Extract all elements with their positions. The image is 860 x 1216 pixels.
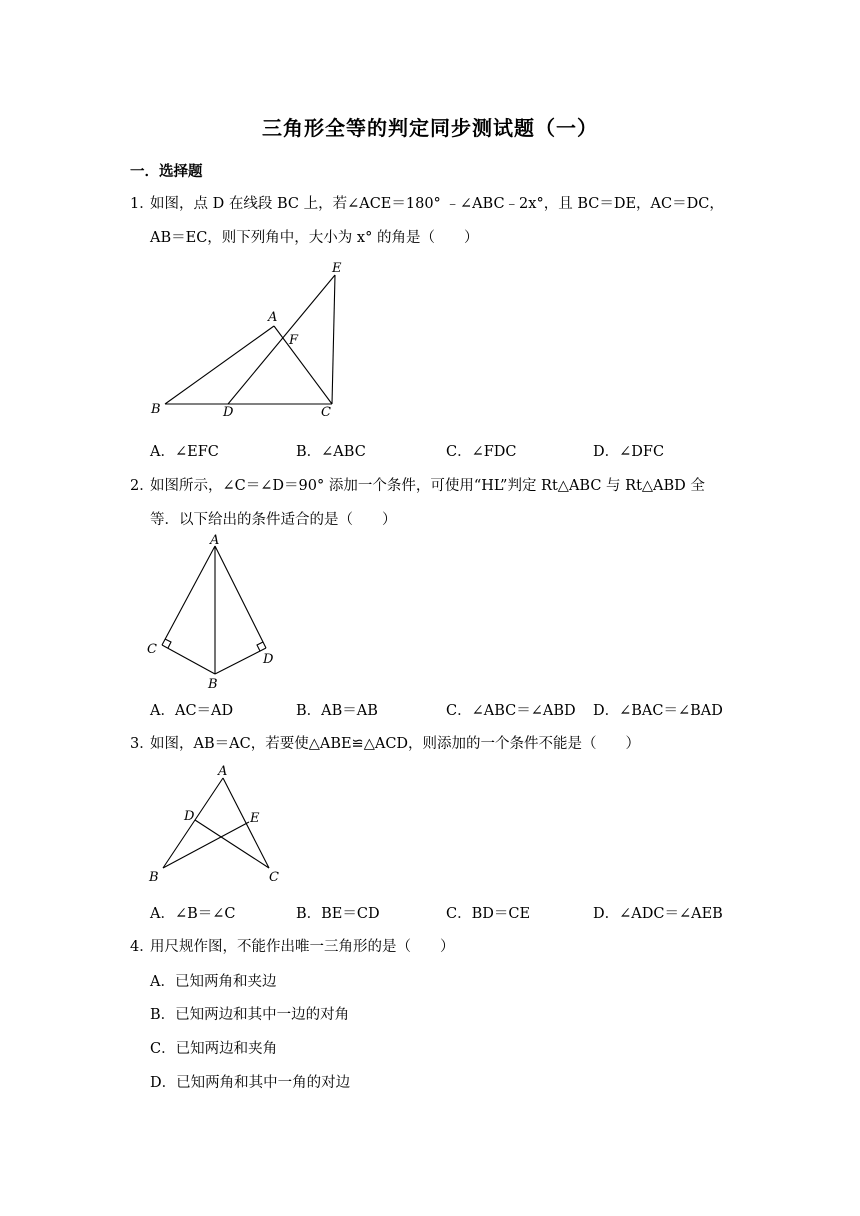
option-c[interactable]: C．∠ABC＝∠ABD xyxy=(446,703,576,719)
question-number: 4． xyxy=(130,939,154,955)
option-c[interactable]: C．BD＝CE xyxy=(446,906,531,922)
option-a[interactable]: A．已知两角和夹边 xyxy=(150,974,277,990)
question-number: 3． xyxy=(130,736,154,752)
label-c: C xyxy=(147,642,157,657)
label-a: A xyxy=(268,310,278,325)
option-b[interactable]: B．BE＝CD xyxy=(296,906,380,922)
label-b: B xyxy=(208,677,218,692)
option-d[interactable]: D．∠BAC＝∠BAD xyxy=(593,703,723,719)
options-q3 xyxy=(150,902,750,922)
label-f: F xyxy=(289,333,299,348)
options-q2 xyxy=(150,699,750,719)
section-heading: 一．选择题 xyxy=(130,163,203,180)
label-c: C xyxy=(321,405,331,420)
option-a[interactable]: A．∠EFC xyxy=(150,444,219,460)
question-text-line: 如图，AB＝AC，若要使△ABE≌△ACD，则添加的一个条件不能是（ ） xyxy=(150,736,641,752)
figure-q2 xyxy=(145,532,285,692)
option-a[interactable]: A．∠B＝∠C xyxy=(150,906,236,922)
label-a: A xyxy=(210,533,220,548)
question-text-line: 如图所示，∠C＝∠D＝90° 添加一个条件，可使用“HL”判定 Rt△ABC 与 Rt△ABD 全 xyxy=(150,478,705,494)
options-q1 xyxy=(150,440,750,460)
option-d[interactable]: D．∠DFC xyxy=(593,444,665,460)
page-title: 三角形全等的判定同步测试题（一） xyxy=(262,116,598,140)
question-number: 1． xyxy=(130,196,154,212)
figure-q3 xyxy=(145,760,290,890)
label-b: B xyxy=(151,402,161,417)
label-d: D xyxy=(223,405,234,420)
question-text-line: 等．以下给出的条件适合的是（ ） xyxy=(150,512,397,528)
option-a[interactable]: A．AC＝AD xyxy=(150,703,234,719)
option-b[interactable]: B．∠ABC xyxy=(296,444,366,460)
label-c: C xyxy=(269,870,279,885)
label-e: E xyxy=(250,811,260,826)
question-text-line: 如图，点 D 在线段 BC 上，若∠ACE＝180° ﹣∠ABC﹣2x°，且 BC＝DE，AC＝DC， xyxy=(150,196,724,212)
label-d: D xyxy=(184,809,195,824)
option-d[interactable]: D．已知两角和其中一角的对边 xyxy=(150,1075,351,1091)
option-c[interactable]: C．∠FDC xyxy=(446,444,517,460)
label-e: E xyxy=(332,261,342,276)
option-b[interactable]: B．已知两边和其中一边的对角 xyxy=(150,1007,350,1023)
label-a: A xyxy=(218,764,228,779)
label-d: D xyxy=(263,652,274,667)
figure-q1 xyxy=(145,258,355,424)
option-c[interactable]: C．已知两边和夹角 xyxy=(150,1041,278,1057)
option-b[interactable]: B．AB＝AB xyxy=(296,703,378,719)
question-number: 2． xyxy=(130,478,154,494)
question-text-line: 用尺规作图，不能作出唯一三角形的是（ ） xyxy=(150,939,455,955)
label-b: B xyxy=(149,870,159,885)
option-d[interactable]: D．∠ADC＝∠AEB xyxy=(593,906,723,922)
question-text-line: AB＝EC，则下列角中，大小为 x° 的角是（ ） xyxy=(150,230,479,246)
